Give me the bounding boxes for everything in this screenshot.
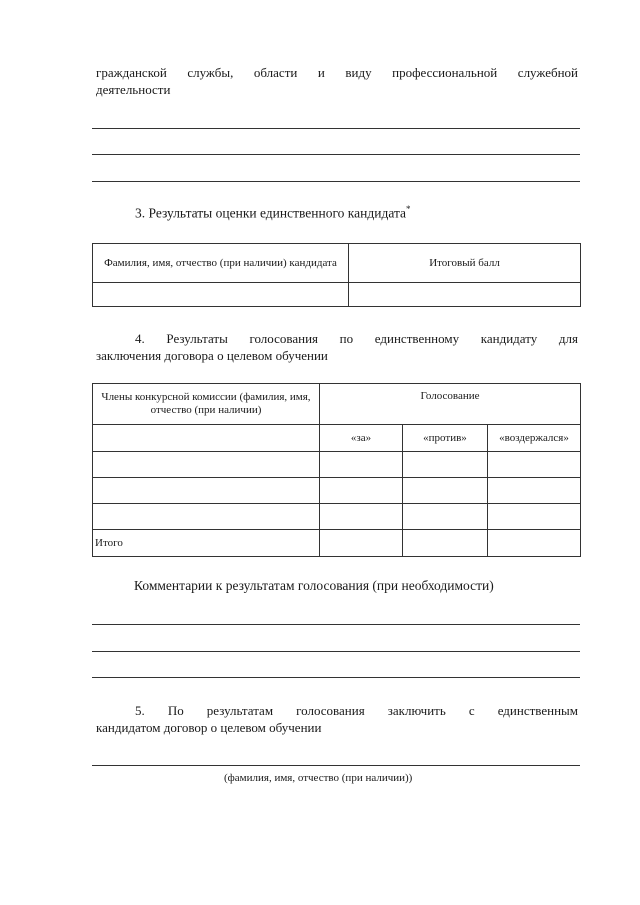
voting-header: Голосование [320, 384, 581, 425]
vote-abstain-cell[interactable] [488, 452, 581, 478]
member-name-cell[interactable] [93, 504, 320, 530]
vote-abstain-header: «воздержался» [488, 425, 581, 452]
vote-against-cell[interactable] [403, 452, 488, 478]
section-3-title [135, 204, 411, 222]
vote-against-cell[interactable] [403, 478, 488, 504]
candidate-name-caption: (фамилия, имя, отчество (при наличии)) [224, 772, 413, 784]
total-against-cell[interactable] [403, 530, 488, 557]
blank-line-2 [92, 154, 580, 155]
voting-table [92, 383, 581, 557]
intro-line-2: деятельности [96, 82, 171, 97]
comments-title: Комментарии к результатам голосования (при необходимости) [134, 578, 494, 593]
total-abstain-cell[interactable] [488, 530, 581, 557]
vote-for-cell[interactable] [320, 452, 403, 478]
vote-for-cell[interactable] [320, 478, 403, 504]
comment-line-3 [92, 677, 580, 678]
section-5-line-2: кандидатом договор о целевом обучении [96, 720, 322, 735]
section-5-line-1: 5. По результатам голосования заключить с единственным [135, 703, 578, 718]
member-name-cell[interactable] [93, 425, 320, 452]
vote-against-cell[interactable] [403, 504, 488, 530]
footnote-asterisk: * [406, 204, 411, 214]
total-label: Итого [93, 530, 320, 557]
candidate-name-cell[interactable] [93, 283, 349, 307]
section-4-line-1: 4. Результаты голосования по единственному кандидату для [135, 331, 578, 346]
vote-for-header: «за» [320, 425, 403, 452]
members-header: Члены конкурсной комиссии (фамилия, имя, отчество (при наличии) [93, 384, 320, 425]
blank-line-1 [92, 128, 580, 129]
total-for-cell[interactable] [320, 530, 403, 557]
section-3-title-text: 3. Результаты оценки единственного кандидата [135, 205, 407, 221]
section-4-line-2: заключения договора о целевом обучении [96, 348, 328, 363]
vote-abstain-cell[interactable] [488, 504, 581, 530]
blank-line-3 [92, 181, 580, 182]
final-score-header: Итоговый балл [349, 244, 581, 283]
candidate-name-line[interactable] [92, 765, 580, 766]
candidate-score-table [92, 243, 581, 307]
member-name-cell[interactable] [93, 478, 320, 504]
vote-for-cell[interactable] [320, 504, 403, 530]
final-score-cell[interactable] [349, 283, 581, 307]
member-name-cell[interactable] [93, 452, 320, 478]
intro-line-1: гражданской службы, области и виду профессиональной служебной [96, 65, 578, 80]
vote-abstain-cell[interactable] [488, 478, 581, 504]
candidate-name-header: Фамилия, имя, отчество (при наличии) кандидата [93, 244, 349, 283]
vote-against-header: «против» [403, 425, 488, 452]
comment-line-2 [92, 651, 580, 652]
comment-line-1 [92, 624, 580, 625]
